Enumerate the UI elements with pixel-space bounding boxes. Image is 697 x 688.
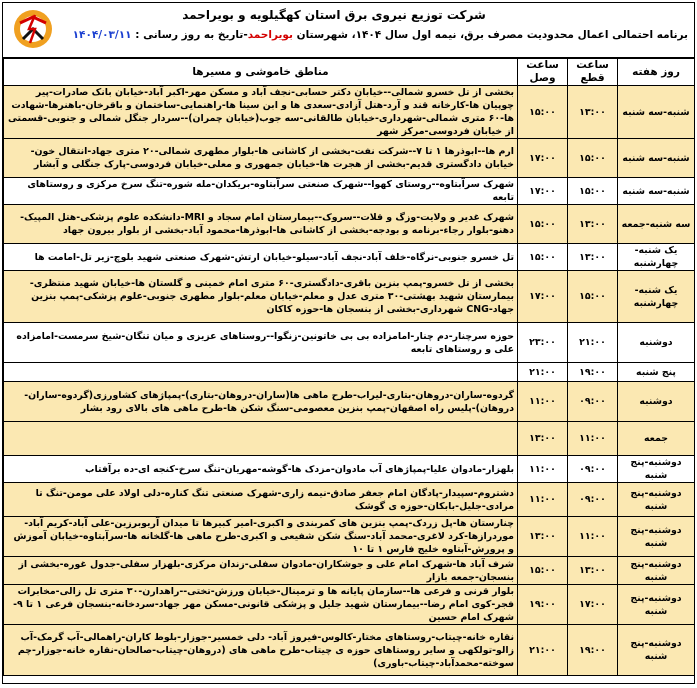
company-title: شرکت توزیع نیروی برق استان کهگیلویه و بویراحمد [182, 8, 486, 22]
table-row [4, 456, 695, 483]
cell-connect-time: ۱۷:۰۰ [518, 271, 568, 323]
cell-areas: ارم ها--ابوذرها ۱ تا ۷--شرکت نفت-بخشی از کاشانی ها-بلوار مطهری شمالی-۲۰ متری جهاد-انتقال خون-خیابان دادگستری قدیم-بخشی از هجرت ها-خیابان جمهوری و معلی-خیابان فردوسی-پارک جنگلی و آبشار [4, 139, 518, 178]
cell-connect-time: ۱۱:۰۰ [518, 456, 568, 483]
cell-cut-time: ۱۹:۰۰ [568, 625, 618, 676]
cell-day: سه شنبه-جمعه [618, 205, 695, 244]
cell-day: شنبه-سه شنبه [618, 178, 695, 205]
table-row [4, 585, 695, 625]
cell-day: شنبه-سه شنبه [618, 139, 695, 178]
table-row [4, 625, 695, 676]
cell-connect-time: ۱۵:۰۰ [518, 86, 568, 139]
cell-connect-time: ۲۱:۰۰ [518, 625, 568, 676]
table-row [4, 422, 695, 456]
cell-connect-time: ۱۱:۰۰ [518, 483, 568, 517]
cell-connect-time: ۱۷:۰۰ [518, 139, 568, 178]
cell-connect-time: ۱۱:۰۰ [518, 382, 568, 422]
cell-cut-time: ۱۱:۰۰ [568, 422, 618, 456]
table-row [4, 517, 695, 557]
cell-day: جمعه [618, 422, 695, 456]
cell-connect-time: ۱۵:۰۰ [518, 557, 568, 585]
cell-connect-time: ۱۵:۰۰ [518, 205, 568, 244]
cell-cut-time: ۰۹:۰۰ [568, 382, 618, 422]
cell-cut-time: ۰۹:۰۰ [568, 456, 618, 483]
cell-connect-time: ۱۳:۰۰ [518, 517, 568, 557]
cell-day: شنبه-سه شنبه [618, 86, 695, 139]
table-header-row [4, 59, 695, 86]
update-date: ۱۴۰۴/۰۳/۱۱ [72, 29, 132, 41]
cell-connect-time: ۱۷:۰۰ [518, 178, 568, 205]
cell-day: دوشنبه-پنج شنبه [618, 557, 695, 585]
table-row [4, 483, 695, 517]
header [3, 3, 694, 58]
cell-cut-time: ۱۱:۰۰ [568, 517, 618, 557]
cell-cut-time: ۱۳:۰۰ [568, 557, 618, 585]
cell-day: دوشنبه [618, 382, 695, 422]
cell-areas: چنارستان ها-پل زردک-پمپ بنزین های کمربندی و اکبری-امیر کبیرها تا میدان آریوبرزین-علی آباد-کریم آباد-موردرازها-کرد لاغری-محمد آباد-سنگ شکن شفیعی و اکبری-طرح ماهی ها-گلخانه ها-سرآبتاوه-خیابان آموزش و پرورش-آبتاوه خلیج فارس ۱ تا ۱۰ [4, 517, 518, 557]
cell-areas: بخشی از تل خسرو-پمپ بنزین باقری-دادگستری-۶۰ متری امام خمینی و گلستان ها-خیابان شهید منتظری-بیمارستان شهید بهشتی-۳۰ متری عدل و معلم-خیابان معلم-بلوار مطهری جنوبی-علوم پزشکی-پمپ بنزین جهاد-CNG شهرداری-بخشی از بنسجان ها-حوزه کاکان [4, 271, 518, 323]
table-row [4, 139, 695, 178]
cell-day: یک شنبه-چهارشنبه [618, 271, 695, 323]
cell-cut-time: ۱۹:۰۰ [568, 363, 618, 382]
cell-areas: شهرک غدیر و ولایت-وزگ و قلات--سروک--بیمارستان امام سجاد و MRI-دانشکده علوم پزشکی-هتل المپیک-دهنو-بلوار رجاء-برنامه و بودجه-بخشی از کاشانی ها-ابوذرها-محمود آباد-بخشی از بلوار بیرون جهاد [4, 205, 518, 244]
cell-day: دوشنبه [618, 323, 695, 363]
table-row [4, 557, 695, 585]
cell-day: پنج شنبه [618, 363, 695, 382]
cell-areas: بخشی از تل خسرو شمالی--خیابان دکتر حسابی-نجف آباد و مسکن مهر-اکبر آباد-خیابان بانک صادرات-پیر چوپیان ها-کارخانه قند و آرد-هتل آزادی-سعدی ها و ابن سینا ها-راهنمایی-ساختمان و باقرخان-باهنرها-شهادت ها-۶۰ متری شمالی-شهرداری-خیابان طالقانی-سه جوب(خیابان چمران)--سردار جنگل شمالی و جنوبی-قسمتی از خیابان فردوسی-مرکز شهر [4, 86, 518, 139]
cell-areas: نقاره خانه-چیتاب-روستاهای مختار-کالوس-فیروز آباد- دلی خمسیر-جوزار-بلوط کاران-راهمالی-آب گرمک-آب زالو-تولکهی و سایر روستاهای حوزه ی چیتاب-طرح ماهی های (دروهان-چیتاب-صالحان-نقاره خانه-جوزار-چم سوخته-محمدآباد-چیتاب-باوری) [4, 625, 518, 676]
cell-cut-time: ۱۵:۰۰ [568, 271, 618, 323]
cell-connect-time: ۱۵:۰۰ [518, 244, 568, 271]
column-header-cut: ساعت قطع [568, 59, 618, 86]
table-row [4, 178, 695, 205]
cell-connect-time: ۲۱:۰۰ [518, 363, 568, 382]
city-name: بویراحمد [247, 29, 293, 41]
table-row [4, 271, 695, 323]
schedule-subtitle [48, 29, 688, 41]
cell-cut-time: ۲۱:۰۰ [568, 323, 618, 363]
cell-day: دوشنبه-پنج شنبه [618, 625, 695, 676]
cell-areas: شهرک سرآبتاوه--روستای کهوا--شهرک صنعتی سرآبتاوه-بریکدان-مله شوره-تنگ سرخ مرکزی و روستاهای تابعه [4, 178, 518, 205]
cell-areas: حوزه سرچنار-دم چنار-امامزاده بی بی خاتونین-زنگوا--روستاهای عزیزی و میان تنگان-شیخ سرمست-امامزاده علی و روستاهای تابعه [4, 323, 518, 363]
subtitle-prefix: برنامه احتمالی اعمال محدودیت مصرف برق، نیمه اول سال ۱۴۰۴، شهرستان [296, 29, 688, 41]
table-row [4, 244, 695, 271]
cell-cut-time: ۰۹:۰۰ [568, 483, 618, 517]
cell-connect-time: ۱۳:۰۰ [518, 422, 568, 456]
cell-cut-time: ۱۳:۰۰ [568, 86, 618, 139]
cell-cut-time: ۱۵:۰۰ [568, 139, 618, 178]
column-header-areas: مناطق خاموشی و مسیرها [4, 59, 518, 86]
outage-schedule-table [3, 58, 695, 676]
cell-areas: تل خسرو جنوبی-نرگاه-خلف آباد-نجف آباد-سیلو-خیابان ارتش-شهرک صنعتی شهید بلوچ-زیر تل-امامت ها [4, 244, 518, 271]
cell-day: دوشنبه-پنج شنبه [618, 517, 695, 557]
cell-day: دوشنبه-پنج شنبه [618, 483, 695, 517]
table-body [4, 86, 695, 676]
cell-connect-time: ۱۹:۰۰ [518, 585, 568, 625]
cell-cut-time: ۱۵:۰۰ [568, 178, 618, 205]
table-row [4, 205, 695, 244]
cell-cut-time: ۱۳:۰۰ [568, 205, 618, 244]
cell-areas: گردوه-ساران-دروهان-بتاری-لیراب-طرح ماهی ها(ساران-دروهان-بتاری)-پمپاژهای کشاورزی(گردوه-ساران-دروهان)-پلیس راه اصفهان-پمپ بنزین معصومی-سنگ شکن ها-طرح ماهی های بالای رود بشار [4, 382, 518, 422]
column-header-connect: ساعت وصل [518, 59, 568, 86]
table-row [4, 363, 695, 382]
cell-cut-time: ۱۷:۰۰ [568, 585, 618, 625]
cell-areas: بلوار قرنی و فرعی ها--سازمان پایانه ها و ترمینال-خیابان ورزش-تختی--راهدارن-۳۰ متری تل زالی-مخابرات فجر-کوی امام رضا--بیمارستان شهید جلیل و پزشکی قانونی-مسکن مهر جهاد-سردخانه-بنسجان فرعی ۱ تا ۹-شهرک امام حسین [4, 585, 518, 625]
cell-connect-time: ۲۳:۰۰ [518, 323, 568, 363]
cell-areas: شرف آباد ها-شهرک امام علی و جوشکاران-مادوان سفلی-زندان مرکزی-بلهزار سفلی-جدول غوره-بخشی از بنسجان-جمعه بازار [4, 557, 518, 585]
schedule-page [2, 2, 695, 684]
table-row [4, 323, 695, 363]
cell-areas: دشتروم-سپیدار-پادگان امام جعفر صادق-نیمه زاری-شهرک صنعتی تنگ کناره-دلی اولاد علی مومن-تنگ تا مرادی-جلیل-بابکان-حوزه ی گوشک [4, 483, 518, 517]
cell-day: دوشنبه-پنج شنبه [618, 456, 695, 483]
cell-areas [4, 422, 518, 456]
column-header-day: روز هفته [618, 59, 695, 86]
table-row [4, 382, 695, 422]
cell-areas [4, 363, 518, 382]
cell-areas: بلهزار-مادوان علیا-پمپاژهای آب مادوان-مزدک ها-گوشه-مهریان-تنگ سرخ-کنجه ای-ده برآفتاب [4, 456, 518, 483]
cell-day: دوشنبه-پنج شنبه [618, 585, 695, 625]
cell-day: یک شنبه-چهارشنبه [618, 244, 695, 271]
table-row [4, 86, 695, 139]
cell-cut-time: ۱۳:۰۰ [568, 244, 618, 271]
subtitle-mid: -تاریخ به روز رسانی : [135, 29, 248, 41]
